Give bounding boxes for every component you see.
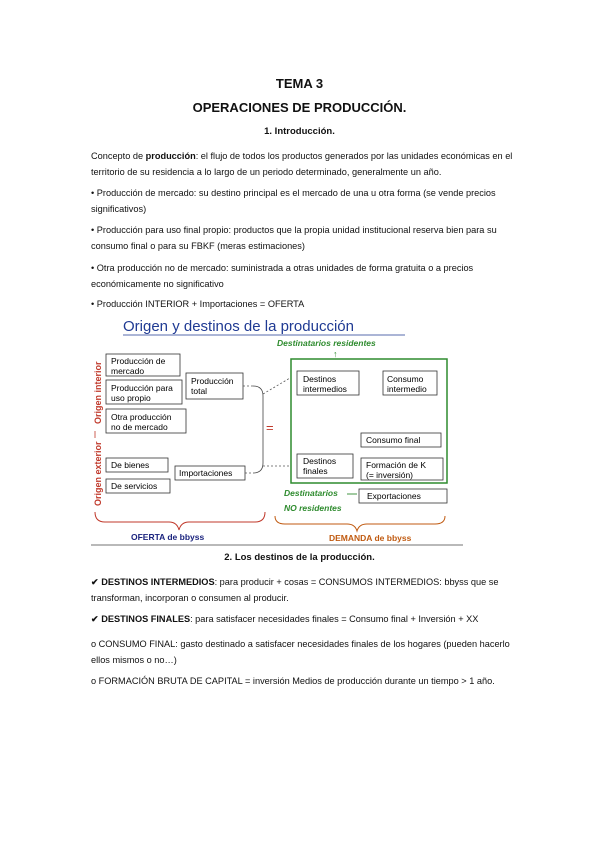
demanda-label: DEMANDA de bbyss — [329, 533, 412, 543]
de-bienes-text: De bienes — [111, 460, 150, 470]
origen-interior-label: Origen interior — [93, 361, 103, 424]
box-de-bienes — [106, 458, 168, 472]
paragraph-destinos-finales — [91, 611, 521, 627]
origen-exterior-label: Origen exterior — [93, 441, 103, 506]
exportaciones-text: Exportaciones — [367, 491, 421, 501]
prod-mercado-line2: mercado — [111, 366, 145, 376]
box-exportaciones — [359, 489, 447, 503]
form-k-line2: (= inversión) — [366, 470, 414, 480]
tema-heading: TEMA 3 — [275, 76, 324, 91]
document-title: OPERACIONES DE PRODUCCIÓN. — [192, 100, 407, 115]
cons-int-line2: intermedio — [387, 384, 427, 394]
box-destinos-intermedios — [297, 371, 359, 395]
brace-oferta — [95, 512, 265, 530]
prod-uso-propio-line2: uso propio — [111, 393, 151, 403]
paragraph-destinos-intermedios — [91, 574, 521, 606]
box-produccion-mercado — [106, 354, 180, 376]
form-k-line1: Formación de K — [366, 460, 426, 470]
box-consumo-intermedio — [383, 371, 437, 395]
box-destinos-finales — [297, 454, 353, 478]
concepto-post: : el flujo de todos los productos generados por las unidades económicas en el territorio de su residencia a lo largo de un periodo determinado, generalmente un año. — [91, 151, 513, 177]
paragraph-consumo-final: o CONSUMO FINAL: gasto destinado a satisfacer necesidades finales de los hogares (pueden hacerlo ellos mismos o no…) — [91, 639, 510, 665]
cons-int-line1: Consumo — [387, 374, 424, 384]
dest-int-line2: intermedios — [303, 384, 347, 394]
box-consumo-final — [361, 433, 441, 447]
importaciones-text: Importaciones — [179, 468, 233, 478]
oferta-label: OFERTA de bbyss — [131, 532, 205, 542]
box-de-servicios — [106, 479, 170, 493]
destinos-intermedios-rest: : para producir + cosas = CONSUMOS INTERMEDIOS: bbyss que se transforman, incorporan o consumen al producir. — [91, 577, 499, 603]
dest-int-line1: Destinos — [303, 374, 337, 384]
dest-no-res-line1: Destinatarios — [284, 488, 338, 498]
otra-prod-line2: no de mercado — [111, 422, 168, 432]
connector-to-demand-top — [263, 378, 290, 394]
de-servicios-text: De servicios — [111, 481, 158, 491]
box-formacion-k — [361, 458, 443, 480]
consumo-final-text: Consumo final — [366, 435, 421, 445]
concepto-bold: producción — [145, 151, 196, 161]
bullet-oferta: • Producción INTERIOR + Importaciones = OFERTA — [91, 299, 305, 309]
paragraph-formacion-bruta: o FORMACIÓN BRUTA DE CAPITAL = inversión Medios de producción durante un tiempo > 1 año. — [91, 676, 495, 686]
arrow-up: ↑ — [333, 349, 338, 359]
box-otra-produccion — [106, 409, 186, 433]
box-produccion-total — [186, 373, 243, 399]
dest-no-res-line2: NO residentes — [284, 503, 342, 513]
section-2-heading: 2. Los destinos de la producción. — [224, 552, 375, 563]
bracket-oferta — [253, 386, 263, 473]
concepto-pre: Concepto de — [91, 151, 146, 161]
bullet-uso-final-propio: • Producción para uso final propio: productos que la propia unidad institucional reserva bien para su consumo final o para su FBKF (meras estimaciones) — [91, 225, 497, 251]
destinos-finales-bold: ✔ DESTINOS FINALES — [91, 614, 191, 624]
paragraph-concepto — [91, 148, 521, 180]
box-importaciones — [175, 466, 245, 480]
destinos-finales-rest: : para satisfacer necesidades finales = Consumo final + Inversión + XX — [190, 614, 479, 624]
bullet-otra-produccion: • Otra producción no de mercado: suministrada a otras unidades de forma gratuita o a precios económicamente no significativo — [91, 263, 474, 289]
dest-residentes-label: Destinatarios residentes — [277, 338, 376, 348]
prod-uso-propio-line1: Producción para — [111, 383, 173, 393]
dest-fin-line2: finales — [303, 466, 328, 476]
prod-mercado-line1: Producción de — [111, 356, 166, 366]
prod-total-line1: Producción — [191, 376, 234, 386]
diagram-title: Origen y destinos de la producción — [123, 318, 354, 335]
production-diagram — [85, 316, 470, 548]
otra-prod-line1: Otra producción — [111, 412, 172, 422]
bullet-produccion-mercado: • Producción de mercado: su destino principal es el mercado de una u otra forma (se vende precios significativos) — [91, 188, 496, 214]
section-1-heading: 1. Introducción. — [264, 126, 335, 137]
prod-total-line2: total — [191, 386, 208, 396]
box-produccion-uso-propio — [106, 380, 182, 404]
dest-fin-line1: Destinos — [303, 456, 337, 466]
equals-sign: = — [266, 420, 274, 435]
destinos-intermedios-bold: ✔ DESTINOS INTERMEDIOS — [91, 577, 215, 587]
brace-demanda — [275, 516, 445, 531]
